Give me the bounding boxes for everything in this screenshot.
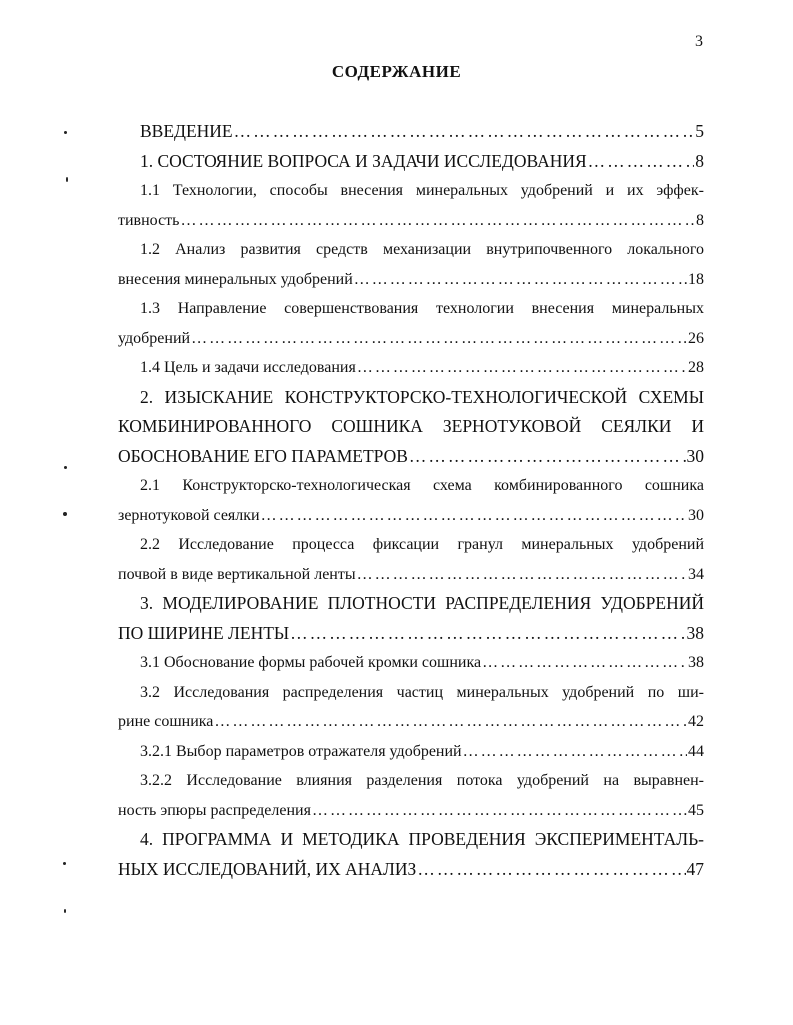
scan-speck bbox=[64, 466, 67, 469]
toc-entry-page: 45 bbox=[688, 801, 704, 819]
toc-entry-text-line: КОМБИНИРОВАННОГО СОШНИКА ЗЕРНОТУКОВОЙ СЕЯЛКИ И bbox=[118, 416, 704, 436]
toc-entry-page: 38 bbox=[688, 654, 704, 671]
toc-entry bbox=[118, 471, 704, 530]
toc-entry-page: 28 bbox=[688, 359, 704, 376]
toc-entry bbox=[118, 648, 704, 678]
toc-entry-page: 30 bbox=[686, 445, 704, 466]
scan-speck bbox=[63, 512, 67, 516]
dot-leader bbox=[588, 147, 695, 177]
toc-entry-title: почвой в виде вертикальной ленты bbox=[118, 565, 356, 583]
dot-leader bbox=[417, 855, 685, 885]
toc-entry-last-line bbox=[118, 619, 704, 649]
toc-entry-page: 8 bbox=[695, 150, 704, 171]
toc-entry bbox=[118, 766, 704, 825]
toc-entry-title: удобрений bbox=[118, 329, 191, 347]
toc-entry bbox=[118, 737, 704, 767]
toc-entry-title: ВВЕДЕНИЕ bbox=[140, 121, 233, 141]
toc-entry-last-line bbox=[118, 442, 704, 472]
toc-entry-page: 8 bbox=[696, 211, 704, 229]
toc-entry-last-line bbox=[118, 353, 704, 383]
toc-entry-text-line: 3.2.2 Исследование влияния разделения потока удобрений на выравнен- bbox=[140, 772, 704, 789]
dot-leader bbox=[234, 117, 695, 147]
toc-entry-last-line bbox=[118, 707, 704, 737]
toc-entry-page: 30 bbox=[688, 506, 704, 524]
toc-entry-last-line bbox=[118, 796, 704, 826]
toc-entry-title: 1.4 Цель и задачи исследования bbox=[140, 359, 356, 376]
toc-entry-text-line: 3. МОДЕЛИРОВАНИЕ ПЛОТНОСТИ РАСПРЕДЕЛЕНИЯ УДОБРЕНИЙ bbox=[140, 593, 704, 613]
toc-entry-last-line bbox=[118, 147, 704, 177]
toc-entry-last-line bbox=[118, 648, 704, 678]
toc-entry bbox=[118, 589, 704, 648]
toc-entry-page: 42 bbox=[688, 713, 704, 730]
toc-entry bbox=[118, 176, 704, 235]
dot-leader bbox=[312, 796, 687, 826]
toc-entry-page: 34 bbox=[688, 565, 704, 583]
toc-entry-page: 5 bbox=[695, 121, 704, 141]
toc-entry-title: зернотуковой сеялки bbox=[118, 506, 260, 524]
toc-entry bbox=[118, 825, 704, 884]
toc-entry-last-line bbox=[118, 324, 704, 354]
toc-entry bbox=[118, 383, 704, 472]
dot-leader bbox=[354, 265, 687, 295]
toc-entry-last-line bbox=[118, 117, 704, 147]
toc-entry-text-line: 2.2 Исследование процесса фиксации гранул минеральных удобрений bbox=[140, 536, 704, 553]
scan-speck bbox=[64, 131, 67, 134]
table-of-contents bbox=[118, 117, 704, 884]
toc-entry bbox=[118, 117, 704, 147]
toc-entry-title: 3.2.1 Выбор параметров отражателя удобрений bbox=[140, 742, 462, 760]
scan-speck bbox=[63, 862, 66, 865]
toc-entry-title: ОБОСНОВАНИЕ ЕГО ПАРАМЕТРОВ bbox=[118, 445, 408, 466]
dot-leader bbox=[290, 619, 685, 649]
toc-entry-title: тивность bbox=[118, 211, 180, 229]
toc-entry bbox=[118, 147, 704, 177]
toc-entry bbox=[118, 235, 704, 294]
dot-leader bbox=[482, 648, 687, 678]
dot-leader bbox=[214, 707, 687, 737]
dot-leader bbox=[357, 560, 687, 590]
toc-entry-last-line bbox=[118, 560, 704, 590]
toc-entry-title: 3.1 Обоснование формы рабочей кромки сошника bbox=[140, 654, 482, 671]
toc-entry-text-line: 3.2 Исследования распределения частиц минеральных удобрений по ши- bbox=[140, 683, 704, 701]
toc-entry-page: 18 bbox=[688, 270, 704, 288]
toc-entry-last-line bbox=[118, 501, 704, 531]
toc-entry-title: ПО ШИРИНЕ ЛЕНТЫ bbox=[118, 622, 290, 643]
toc-entry-text-line: 1.1 Технологии, способы внесения минеральных удобрений и их эффек- bbox=[140, 182, 704, 199]
toc-entry bbox=[118, 294, 704, 353]
toc-entry bbox=[118, 530, 704, 589]
toc-entry-page: 26 bbox=[688, 329, 704, 347]
toc-entry-text-line: 2.1 Конструкторско-технологическая схема комбинированного сошника bbox=[140, 477, 704, 494]
toc-entry-last-line bbox=[118, 737, 704, 767]
scan-speck bbox=[66, 177, 68, 182]
toc-entry bbox=[118, 678, 704, 737]
toc-entry-page: 38 bbox=[686, 622, 704, 643]
toc-entry-page: 47 bbox=[686, 858, 704, 879]
toc-entry bbox=[118, 353, 704, 383]
toc-entry-last-line bbox=[118, 855, 704, 885]
dot-leader bbox=[191, 324, 687, 354]
toc-entry-title: 1. СОСТОЯНИЕ ВОПРОСА И ЗАДАЧИ ИССЛЕДОВАНИЯ bbox=[140, 150, 587, 171]
toc-entry-title: рине сошника bbox=[118, 713, 214, 730]
toc-entry-text-line: 1.2 Анализ развития средств механизации внутрипочвенного локального bbox=[140, 241, 704, 258]
toc-entry-last-line bbox=[118, 265, 704, 295]
dot-leader bbox=[409, 442, 686, 472]
toc-entry-text-line: 2. ИЗЫСКАНИЕ КОНСТРУКТОРСКО-ТЕХНОЛОГИЧЕСКОЙ СХЕМЫ bbox=[140, 386, 704, 407]
dot-leader bbox=[357, 353, 687, 383]
dot-leader bbox=[261, 501, 687, 531]
toc-entry-title: внесения минеральных удобрений bbox=[118, 270, 353, 288]
toc-entry-text-line: 1.3 Направление совершенствования технологии внесения минеральных bbox=[140, 300, 704, 317]
toc-entry-title: НЫХ ИССЛЕДОВАНИЙ, ИХ АНАЛИЗ bbox=[118, 858, 417, 879]
toc-entry-last-line bbox=[118, 206, 704, 236]
toc-entry-text-line: 4. ПРОГРАММА И МЕТОДИКА ПРОВЕДЕНИЯ ЭКСПЕРИМЕНТАЛЬ- bbox=[140, 829, 704, 849]
dot-leader bbox=[463, 737, 687, 767]
toc-entry-title: ность эпюры распределения bbox=[118, 801, 311, 819]
dot-leader bbox=[180, 206, 695, 236]
scan-speck bbox=[64, 909, 66, 913]
page-title: СОДЕРЖАНИЕ bbox=[331, 62, 462, 81]
page-number: 3 bbox=[695, 33, 703, 50]
toc-entry-page: 44 bbox=[688, 742, 704, 760]
